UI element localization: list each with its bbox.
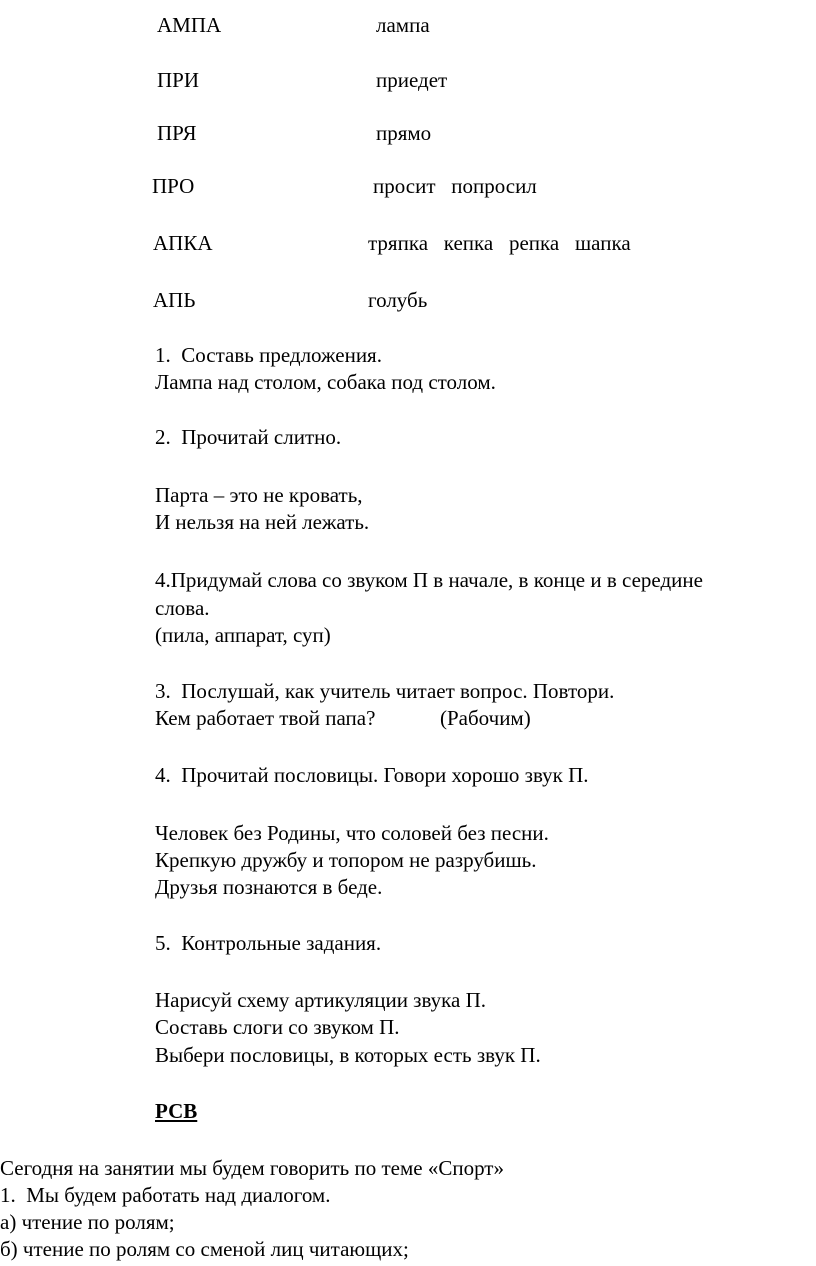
rsv-item-a: а) чтение по ролям;: [0, 1210, 175, 1234]
task4a-title-cont: слова.: [155, 596, 210, 620]
words-apka: тряпка кепка репка шапка: [368, 231, 631, 255]
task5-title: 5. Контрольные задания.: [155, 931, 382, 955]
syllable-apka: АПКА: [153, 231, 213, 255]
proverb-2: Крепкую дружбу и топором не разрубишь.: [155, 848, 537, 872]
rsv-item-b: б) чтение по ролям со сменой лиц читающих;: [0, 1237, 409, 1261]
words-pri: приедет: [376, 68, 448, 92]
task1-title: 1. Составь предложения.: [155, 343, 382, 367]
words-ampa: лампа: [376, 13, 430, 37]
rsv-heading: РСВ: [155, 1099, 198, 1123]
control-3: Выбери пословицы, в которых есть звук П.: [155, 1043, 541, 1067]
task4-title: 4. Прочитай пословицы. Говори хорошо звук П.: [155, 763, 589, 787]
control-2: Составь слоги со звуком П.: [155, 1015, 400, 1039]
syllable-pri: ПРИ: [157, 68, 200, 92]
proverb-3: Друзья познаются в беде.: [155, 875, 383, 899]
task3-title: 3. Послушай, как учитель читает вопрос. Повтори.: [155, 679, 615, 703]
rsv-item-1: 1. Мы будем работать над диалогом.: [0, 1183, 331, 1207]
task4a-example: (пила, аппарат, суп): [155, 623, 331, 647]
words-pro: просит попросил: [373, 174, 537, 198]
task3-answer: (Рабочим): [440, 706, 531, 730]
proverb-1: Человек без Родины, что соловей без песни.: [155, 821, 549, 845]
poem-line-2: И нельзя на ней лежать.: [155, 510, 370, 534]
rsv-intro: Сегодня на занятии мы будем говорить по теме «Спорт»: [0, 1156, 504, 1180]
syllable-prya: ПРЯ: [157, 121, 197, 145]
poem-line-1: Парта – это не кровать,: [155, 483, 363, 507]
control-1: Нарисуй схему артикуляции звука П.: [155, 988, 487, 1012]
syllable-pro: ПРО: [152, 174, 195, 198]
syllable-ampa: АМПА: [157, 13, 222, 37]
task2-title: 2. Прочитай слитно.: [155, 425, 342, 449]
words-prya: прямо: [376, 121, 432, 145]
task3-question: Кем работает твой папа?: [155, 706, 376, 730]
task4a-title: 4.Придумай слова со звуком П в начале, в конце и в середине: [155, 568, 703, 592]
words-ap: голубь: [368, 288, 428, 312]
syllable-ap: АПЬ: [153, 288, 196, 312]
task1-text: Лампа над столом, собака под столом.: [155, 370, 496, 394]
